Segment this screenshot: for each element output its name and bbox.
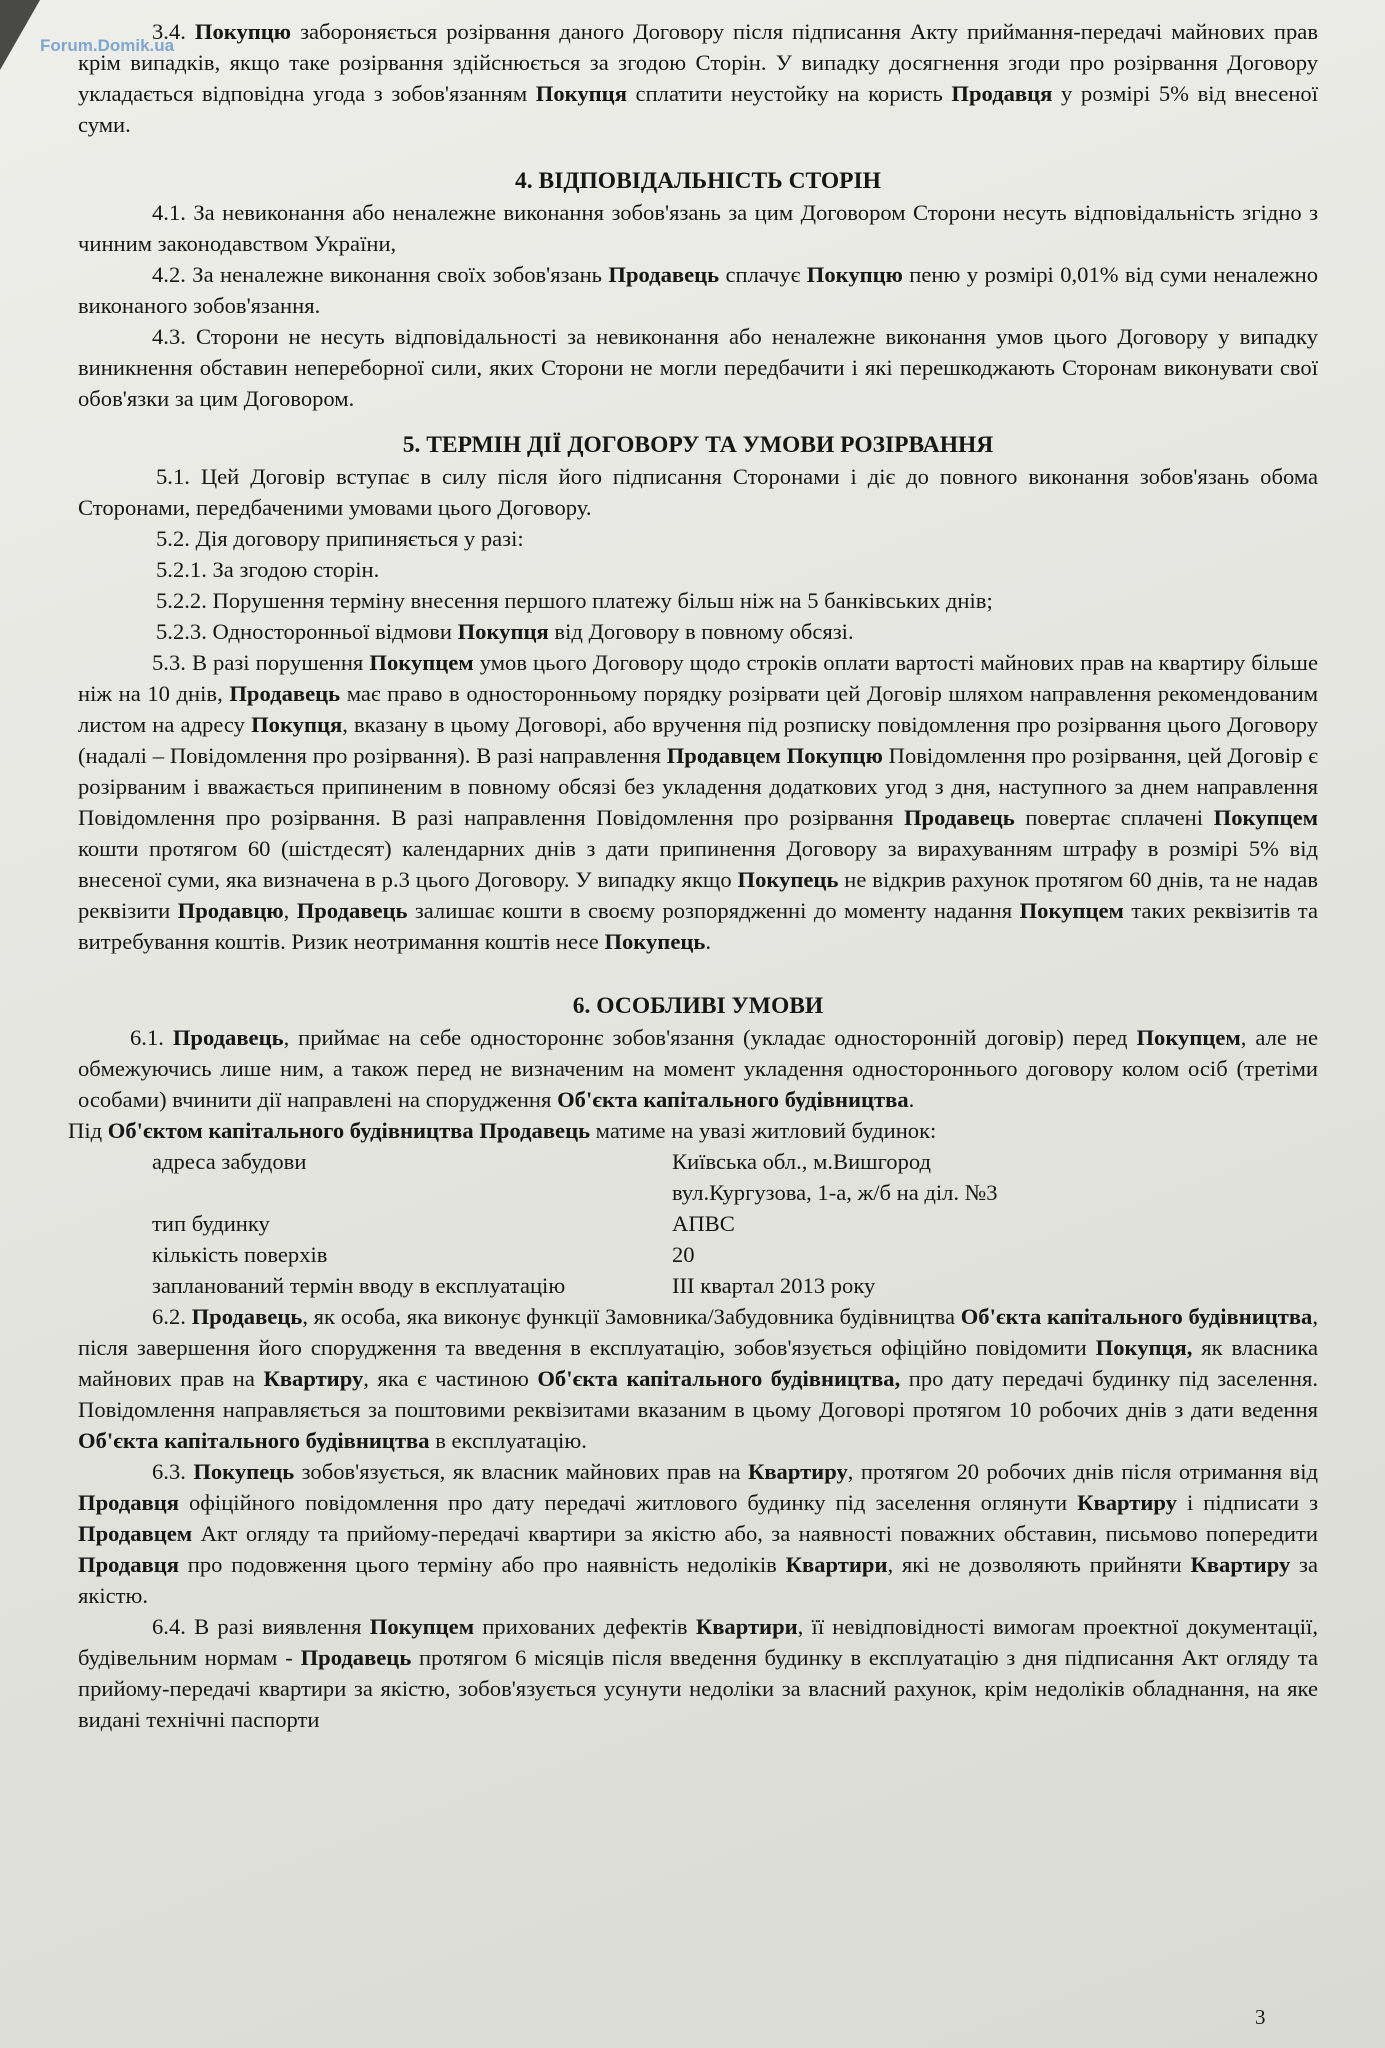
spec-type-value: АПВС (672, 1211, 735, 1236)
spec-address-value-2: вул.Кургузова, 1-а, ж/б на діл. №3 (672, 1180, 998, 1205)
clause-5-2-3: 5.2.3. Односторонньої відмови Покупця від Договору в повному обсязі. (156, 619, 854, 644)
section-4-title: 4. ВІДПОВІДАЛЬНІСТЬ СТОРІН (515, 168, 881, 194)
spec-term-value: III квартал 2013 року (672, 1273, 876, 1298)
page-number: 3 (1255, 2005, 1266, 2029)
document-body (68, 16, 1319, 1735)
clause-4-1: 4.1. За невиконання або неналежне виконання зобов'язань за цим Договором Сторони несуть відповідальність згідно з чинним законодавством України, (78, 200, 1318, 256)
spec-term-label: запланований термін вводу в експлуатацію (152, 1273, 566, 1298)
section-5-title: 5. ТЕРМІН ДІЇ ДОГОВОРУ ТА УМОВИ РОЗІРВАННЯ (402, 432, 994, 458)
object-intro: Під Об'єктом капітального будівництва Продавець матиме на увазі житловий будинок: (68, 1118, 937, 1143)
clause-5-2-1: 5.2.1. За згодою сторін. (156, 557, 380, 582)
clause-6-3: 6.3. Покупець зобов'язується, як власник майнових прав на Квартиру, протягом 20 робочих днів після отримання від Продавця офіційного повідомлення про дату передачі житлового будинку під заселення оглянути Квартиру і підписати з Продавцем Акт огляду та прийому-передачі квартири за якістю або, за наявності поважних обставин, письмово попередити Продавця про подовження цього терміну або про наявність недоліків Квартири, які не дозволяють прийняти Квартиру за якістю. (78, 1459, 1319, 1608)
folded-corner (0, 0, 40, 70)
spec-type-label: тип будинку (152, 1211, 270, 1236)
clause-4-3: 4.3. Сторони не несуть відповідальності за невиконання або неналежне виконання умов цього Договору у випадку виникнення обставин непереборної сили, яких Сторони не могли передбачити і які перешкоджають Сторонам виконувати свої обов'язки за цим Договором. (78, 324, 1318, 411)
spec-address-label: адреса забудови (152, 1149, 307, 1174)
clause-5-3: 5.3. В разі порушення Покупцем умов цього Договору щодо строків оплати вартості майнових прав на квартиру більше ніж на 10 днів, Продавець має право в односторонньому порядку розірвати цей Договір шляхом направлення рекомендованим листом на адресу Покупця, вказану в цьому Договорі, або вручення під розписку повідомлення про розірвання цього Договору (надалі – Повідомлення про розірвання). В разі направлення Продавцем Покупцю Повідомлення про розірвання, цей Договір є розірваним і вважається припиненим в повному обсязі без укладення додаткових угод з дня, наступного за днем направлення Повідомлення про розірвання. В разі направлення Повідомлення про розірвання Продавець повертає сплачені Покупцем кошти протягом 60 (шістдесят) календарних днів з дати припинення Договору за вирахуванням штрафу в розмірі 5% від внесеної суми, яка визначена в р.3 цього Договору. У випадку якщо Покупець не відкрив рахунок протягом 60 днів, та не надав реквізити Продавцю, Продавець залишає кошти в своєму розпорядженні до моменту надання Покупцем таких реквізитів та витребування коштів. Ризик неотримання коштів несе Покупець. (78, 650, 1319, 954)
clause-6-1: 6.1. Продавець, приймає на себе одностороннє зобов'язання (укладає односторонній договір) перед Покупцем, але не обмежуючись лише ним, а також перед не визначеним на момент укладення одностороннього договору колом осіб (третіми особами) вчинити дії направлені на спорудження Об'єкта капітального будівництва. (78, 1025, 1318, 1112)
watermark: Forum.Domik.ua (40, 36, 175, 55)
clause-4-2: 4.2. За неналежне виконання своїх зобов'язань Продавець сплачує Покупцю пеню у розмірі 0,01% від суми неналежно виконаного зобов'язання. (78, 262, 1319, 318)
clause-5-1: 5.1. Цей Договір вступає в силу після його підписання Сторонами і діє до повного виконання зобов'язань обома Сторонами, передбаченими умовами цього Договору. (78, 464, 1318, 520)
clause-3-4: 3.4. Покупцю забороняється розірвання даного Договору після підписання Акту приймання-передачі майнових прав крім випадків, якщо таке розірвання здійснюється за згодою Сторін. У випадку досягнення згоди про розірвання Договору укладається відповідна угода з зобов'язанням Покупця сплатити неустойку на користь Продавця у розмірі 5% від внесеної суми. (78, 19, 1319, 137)
clause-5-2-2: 5.2.2. Порушення терміну внесення першого платежу більш ніж на 5 банківських днів; (156, 588, 993, 613)
spec-address-value: Київська обл., м.Вишгород (672, 1149, 932, 1174)
spec-floors-label: кількість поверхів (152, 1242, 328, 1267)
clause-6-2: 6.2. Продавець, як особа, яка виконує функції Замовника/Забудовника будівництва Об'єкта капітального будівництва, після завершення його спорудження та введення в експлуатацію, зобов'язується офіційно повідомити Покупця, як власника майнових прав на Квартиру, яка є частиною Об'єкта капітального будівництва, про дату передачі будинку під заселення. Повідомлення направляється за поштовими реквізитами вказаним в цьому Договорі протягом 10 робочих днів з дати ведення Об'єкта капітального будівництва в експлуатацію. (78, 1304, 1319, 1453)
clause-6-4: 6.4. В разі виявлення Покупцем прихованих дефектів Квартири, її невідповідності вимогам проектної документації, будівельним нормам - Продавець протягом 6 місяців після введення будинку в експлуатацію з дня підписання Акт огляду та прийому-передачі квартири за якістю, зобов'язується усунути недоліки за власний рахунок, крім недоліків обладнання, на яке видані технічні паспорти (78, 1614, 1318, 1732)
section-6-title: 6. ОСОБЛИВІ УМОВИ (572, 993, 824, 1019)
clause-5-2: 5.2. Дія договору припиняється у разі: (156, 526, 524, 551)
spec-floors-value: 20 (672, 1242, 695, 1267)
object-spec-table (152, 1146, 1318, 1301)
